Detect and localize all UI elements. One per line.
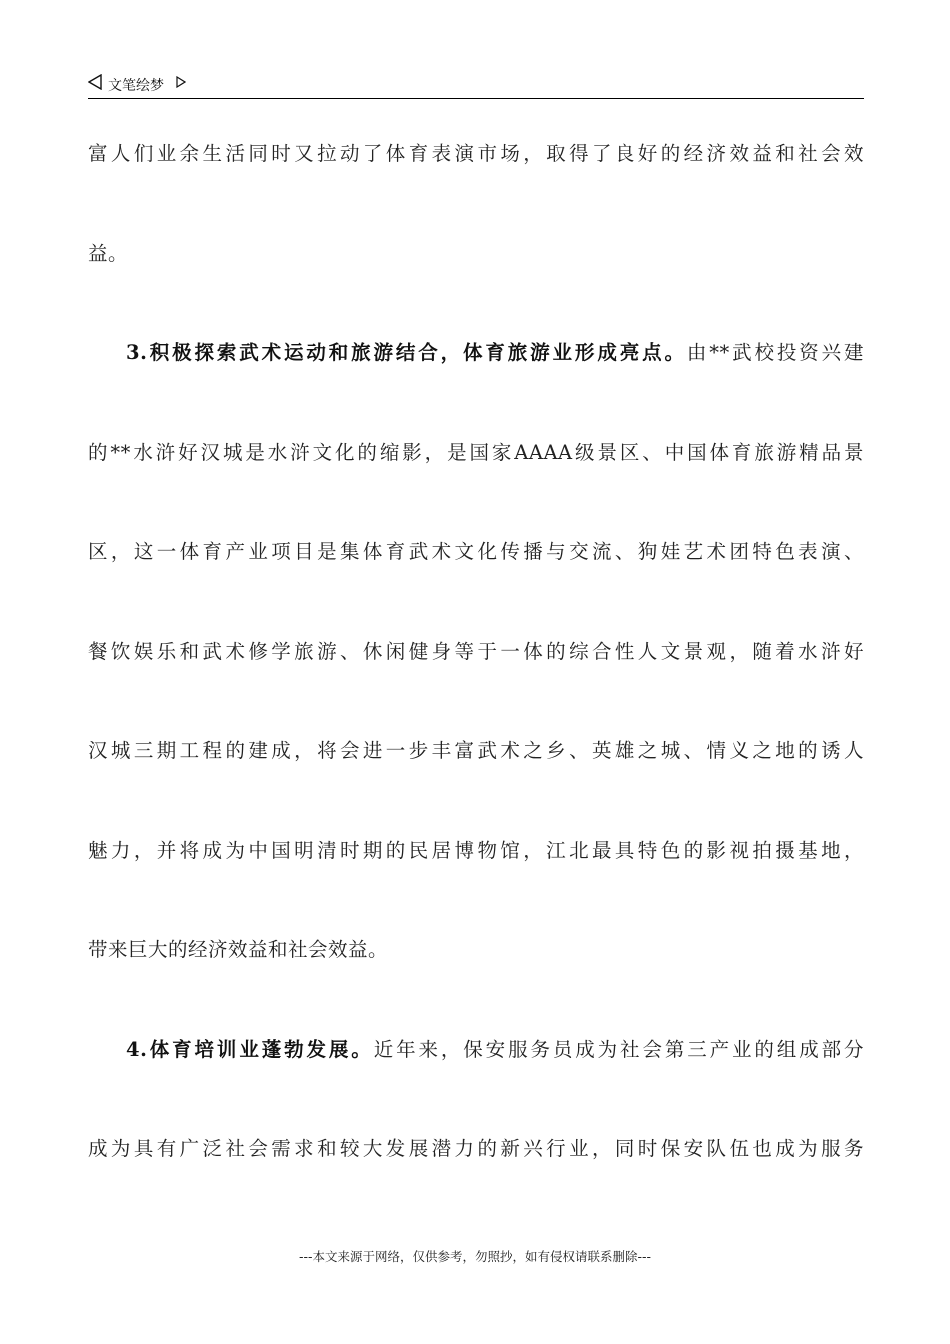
text-line: 成为具有广泛社会需求和较大发展潜力的新兴行业，同时保安队伍也成为服务	[88, 1137, 864, 1160]
footer-disclaimer: ---本文来源于网络，仅供参考，勿照抄，如有侵权请联系删除---	[298, 1249, 652, 1264]
text-line: 益。	[88, 241, 129, 265]
triangle-left-icon	[88, 74, 102, 90]
text-line: 带来巨大的经济效益和社会效益。	[88, 938, 389, 961]
document-body	[88, 132, 864, 1227]
text-line: 区，这一体育产业项目是集体育武术文化传播与交流、狗娃艺术团特色表演、	[88, 540, 864, 563]
text-line: 富人们业余生活同时又拉动了体育表演市场，取得了良好的经济效益和社会效	[88, 142, 864, 165]
text-line: 汉城三期工程的建成，将会进一步丰富武术之乡、英雄之城、情义之地的诱人	[88, 739, 864, 762]
text-line: 的**水浒好汉城是水浒文化的缩影，是国家AAAA级景区、中国体育旅游精品景	[88, 440, 864, 464]
page-header	[88, 70, 864, 99]
text-line	[88, 331, 864, 431]
section-heading: 3.积极探索武术运动和旅游结合，体育旅游业形成亮点。	[126, 341, 687, 364]
text-line	[88, 1028, 864, 1128]
triangle-right-icon	[176, 76, 186, 88]
text-line: 魅力，并将成为中国明清时期的民居博物馆，江北最具特色的影视拍摄基地，	[88, 838, 864, 862]
section-heading: 4.体育培训业蓬勃发展。	[126, 1037, 374, 1061]
header-title: 文笔绘梦	[108, 78, 164, 94]
text-span: 由**武校投资兴建	[686, 341, 864, 364]
text-span: 近年来，保安服务员成为社会第三产业的组成部分	[373, 1037, 864, 1061]
text-line: 餐饮娱乐和武术修学旅游、休闲健身等于一体的综合性人文景观，随着水浒好	[88, 639, 864, 663]
